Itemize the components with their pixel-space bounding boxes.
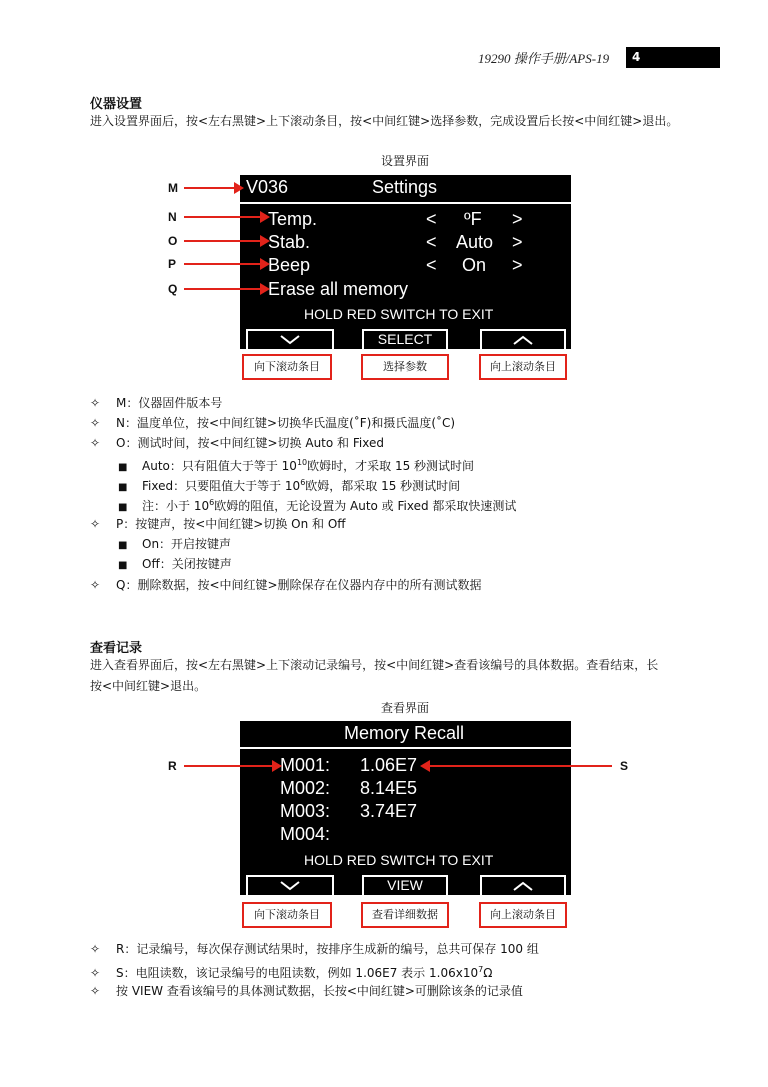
section-heading-recall: 查看记录	[90, 641, 143, 656]
bullet-p-off: ■ Off：关闭按键声	[118, 557, 232, 571]
page-number: 4	[626, 47, 720, 68]
record-id-3: M003:	[280, 801, 331, 821]
record-id-4: M004:	[280, 824, 331, 844]
key-label-scroll-up: 向上滚动条目	[479, 902, 567, 928]
marker-s: S	[620, 759, 629, 773]
record-value-1: 1.06E7	[360, 755, 418, 775]
settings-title: Settings	[372, 177, 438, 197]
bullet-r: ✧ R：记录编号，每次保存测试结果时，按排序生成新的编号，总共可保存 100 组	[90, 942, 539, 956]
bullet-o: ✧ O：测试时间，按<中间红键>切换 Auto 和 Fixed	[90, 436, 384, 450]
record-value-3: 3.74E7	[360, 801, 418, 821]
exit-hint: HOLD RED SWITCH TO EXIT	[304, 852, 494, 868]
key-label-view: 查看详细数据	[361, 902, 449, 928]
recall-intro-1: 进入查看界面后，按<左右黑键>上下滚动记录编号，按<中间红键>查看该编号的具体数据。查看结束，长	[90, 658, 659, 672]
settings-caption: 设置界面	[380, 154, 429, 168]
key-label-scroll-down: 向下滚动条目	[242, 354, 332, 380]
beep-left-arrow: <	[426, 255, 437, 275]
bullet-m: ✧ M：仪器固件版本号	[90, 396, 223, 410]
marker-q: Q	[168, 282, 178, 296]
arrow-r	[184, 765, 280, 767]
key-label-scroll-up: 向上滚动条目	[479, 354, 567, 380]
settings-screen	[240, 175, 571, 349]
bullet-p: ✧ P：按键声，按<中间红键>切换 On 和 Off	[90, 517, 346, 531]
settings-intro: 进入设置界面后，按<左右黑键>上下滚动条目，按<中间红键>选择参数，完成设置后长按<中间红键>退出。	[90, 114, 679, 128]
stab-value: Auto	[456, 232, 494, 252]
bullet-s: ✧ S：电阻读数，该记录编号的电阻读数，例如 1.06E7 表示 $1.06x10^7\Omega$	[90, 965, 493, 980]
recall-intro-2: 按<中间红键>退出。	[90, 679, 207, 693]
firmware-version: V036	[246, 177, 289, 197]
title-divider	[240, 747, 571, 749]
bullet-o-auto: ■ Auto：只有阻值大于等于 $10^{10}$欧姆时，才采取 15 秒测试时间	[118, 458, 475, 473]
recall-title: Memory Recall	[344, 723, 465, 743]
temp-right-arrow: >	[512, 209, 523, 229]
stab-left-arrow: <	[426, 232, 437, 252]
bullet-view: ✧ 按 VIEW 查看该编号的具体测试数据，长按<中间红键>可删除该条的记录值	[90, 984, 523, 998]
beep-right-arrow: >	[512, 255, 523, 275]
stab-label: Stab.	[268, 232, 311, 252]
temp-label: Temp.	[268, 209, 318, 229]
beep-label: Beep	[268, 255, 311, 275]
arrow-o	[184, 240, 268, 242]
record-id-1: M001:	[280, 755, 331, 775]
scroll-up-key	[480, 875, 566, 895]
bullet-o-fixed: ■ Fixed：只要阻值大于等于 $10^6$欧姆，都采取 15 秒测试时间	[118, 478, 461, 493]
arrow-n	[184, 216, 268, 218]
temp-value: ºF	[464, 209, 482, 229]
scroll-down-key	[246, 329, 334, 349]
exit-hint: HOLD RED SWITCH TO EXIT	[304, 306, 494, 322]
title-divider	[240, 202, 571, 204]
recall-caption: 查看界面	[380, 701, 429, 715]
key-label-select: 选择参数	[361, 354, 449, 380]
arrow-s	[422, 765, 612, 767]
chevron-down-icon	[279, 334, 301, 346]
marker-m: M	[168, 181, 178, 195]
bullet-n: ✧ N：温度单位，按<中间红键>切换华氏温度(˚F)和摄氏温度(˚C)	[90, 416, 456, 430]
arrow-q	[184, 288, 268, 290]
marker-n: N	[168, 210, 177, 224]
marker-o: O	[168, 234, 178, 248]
beep-value: On	[462, 255, 487, 275]
bullet-o-note: ■ 注：小于 $10^6$欧姆的阻值，无论设置为 Auto 或 Fixed 都采取快速测试	[118, 498, 517, 513]
scroll-up-key	[480, 329, 566, 349]
temp-left-arrow: <	[426, 209, 437, 229]
record-id-2: M002:	[280, 778, 331, 798]
header-title: 19290 操作手册/APS-19	[478, 51, 610, 66]
bullet-q: ✧ Q：删除数据，按<中间红键>删除保存在仪器内存中的所有测试数据	[90, 578, 482, 592]
view-key: VIEW	[362, 875, 448, 895]
arrow-p	[184, 263, 268, 265]
marker-p: P	[168, 257, 177, 271]
bullet-p-on: ■ On：开启按键声	[118, 537, 232, 551]
chevron-up-icon	[512, 334, 534, 346]
record-value-2: 8.14E5	[360, 778, 418, 798]
select-key: SELECT	[362, 329, 448, 349]
arrow-m	[184, 187, 242, 189]
recall-screen	[240, 721, 571, 895]
chevron-up-icon	[512, 880, 534, 892]
stab-right-arrow: >	[512, 232, 523, 252]
section-heading-settings: 仪器设置	[90, 97, 143, 112]
key-label-scroll-down: 向下滚动条目	[242, 902, 332, 928]
chevron-down-icon	[279, 880, 301, 892]
scroll-down-key	[246, 875, 334, 895]
erase-memory-label: Erase all memory	[268, 279, 409, 299]
marker-r: R	[168, 759, 177, 773]
